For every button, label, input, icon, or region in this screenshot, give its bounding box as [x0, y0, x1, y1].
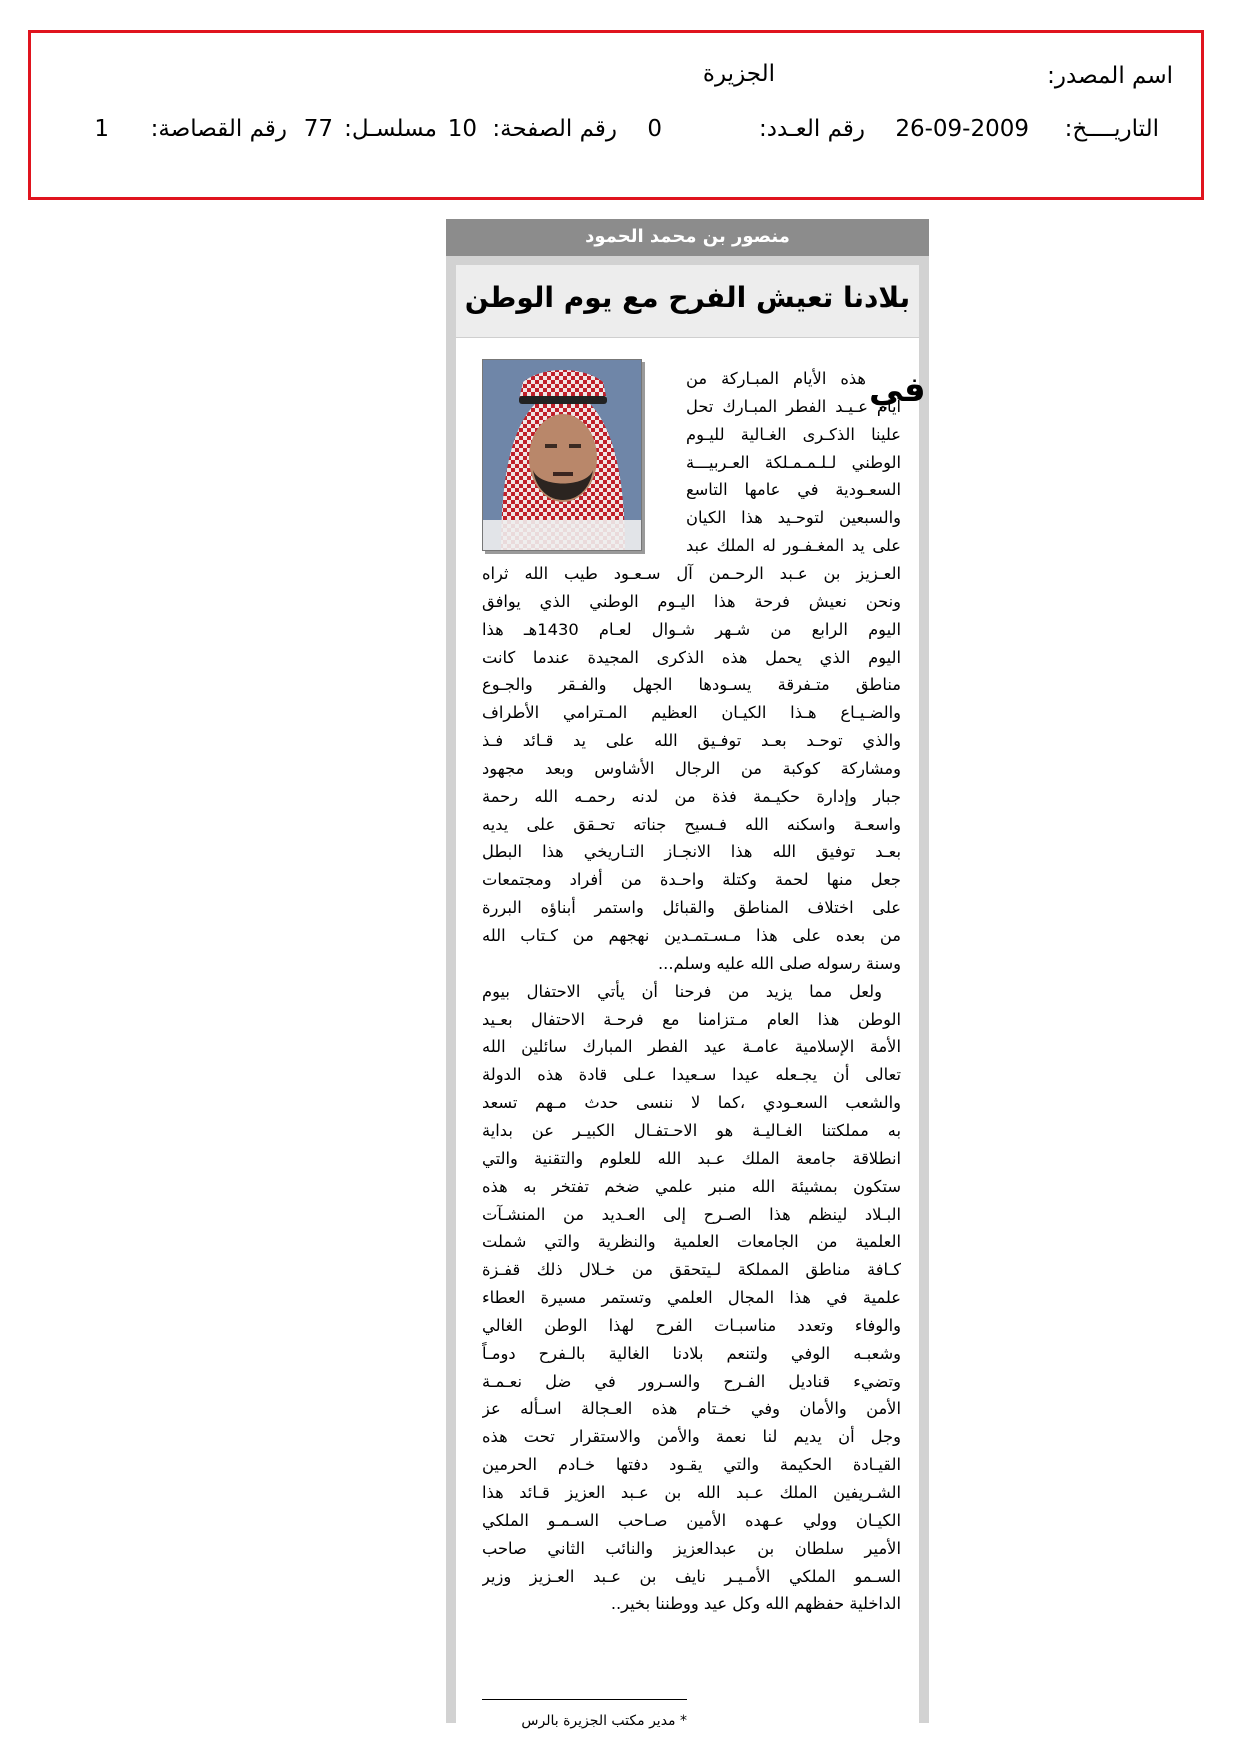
- clip-label: رقم القصاصة:: [150, 116, 287, 142]
- body-line: انطلاقة جامعة الملك عـبد الله للعلوم والتقنية والتي: [482, 1148, 901, 1168]
- body-line: العـزيز بن عـبد الرحـمن آل سـعـود طيب الله ثراه: [482, 563, 901, 583]
- page-label: رقم الصفحة:: [492, 116, 617, 142]
- body-line: اليوم الذي يحمل هذه الذكرى المجيدة عندما كانت: [482, 647, 901, 667]
- author-photo: [482, 359, 642, 551]
- body-line: والشعب السعـودي ،كما لا ننسى حدث مـهم تسعد: [482, 1093, 901, 1113]
- clip-value: 1: [94, 116, 109, 142]
- body-line: كـافة مناطق المملكة لـيتحقق من خـلال ذلك قفـزة: [482, 1260, 901, 1280]
- body-line: ومشاركة كوكبة من الرجال الأشاوس وبعد مجهود: [482, 758, 901, 778]
- body-line: والسبعين لتوحـيد هذا الكيان: [686, 508, 901, 528]
- body-line: والوفاء وتعدد مناسبـات الفرح لهذا الوطن الغالي: [482, 1315, 901, 1335]
- body-line: الأمة الإسلامية عامـة عيد الفطر المبارك سائلين الله: [482, 1037, 901, 1057]
- body-line: السعـودية في عامها التاسع: [686, 480, 901, 500]
- body-line: الأمير سلطان بن عبدالعزيز والنائب الثاني صاحب: [482, 1538, 901, 1558]
- body-line: ولعل مما يزيد من فرحنا أن يأتي الاحتفال بيوم: [482, 981, 882, 1001]
- body-line: تعالى أن يجـعله عيدا سـعيدا عـلى قادة هذه الدولة: [482, 1065, 901, 1085]
- body-line: علمية في هذا المجال العلمي وتستمر مسيرة العطاء: [482, 1288, 901, 1308]
- body-line: بعـد توفيق الله هذا الانجـاز التـاريخي هذا البطل: [482, 842, 901, 862]
- body-line: من بعده على هذا مـسـتمـدين نهجهم من كـتاب الله: [482, 926, 901, 945]
- body-line: على اختلاف المناطق والقبائل واستمر أبناؤه البررة: [482, 898, 901, 918]
- body-line: وجل أن يديم لنا نعمة والأمن والاستقرار تحت هذه: [482, 1427, 901, 1447]
- source-label: اسم المصدر:: [1047, 63, 1173, 89]
- issue-value: 0: [647, 116, 662, 142]
- author-portrait-image: [483, 360, 641, 550]
- body-line: ستكون بمشيئة الله منبر علمي ضخم تفتخر به هذه: [482, 1176, 901, 1196]
- newspaper-clipping: [446, 219, 929, 1729]
- body-line: السـمو الملكي الأمـيـر نايف بن عـبد العـزيز وزير: [482, 1566, 901, 1586]
- body-line: والضـيـاع هـذا الكيـان العظيم المـترامي الأطراف: [482, 703, 901, 723]
- body-line: القيـادة الحكيمة والتي يقـود دفتها خـادم الحرمين: [482, 1455, 901, 1475]
- body-line: وسنة رسوله صلى الله عليه وسلم...: [657, 953, 901, 973]
- body-line: هذه الأيام المبـاركة من: [686, 369, 866, 388]
- article-page: [456, 265, 926, 1729]
- body-line: الوطن هذا العام مـتزامنا مع فرحـة الاحتفال بعـيد: [482, 1009, 901, 1029]
- issue-label: رقم العـدد:: [758, 116, 865, 142]
- body-line: الشـريفين الملك عـبد الله بن عـبد العزيز قـائد هذا: [482, 1483, 901, 1502]
- page-value: 10: [447, 116, 477, 142]
- body-line: الداخلية حفظهم الله وكل عيد ووطننا بخير..: [610, 1594, 901, 1614]
- body-line: اليوم الرابع من شـهر شـوال لعـام 1430هـ هذا: [482, 619, 901, 639]
- body-line: البـلاد لينظم هذا الصـرح إلى العـديد من المنشـآت: [482, 1204, 901, 1224]
- author-byline: منصور بن محمد الحمود: [446, 219, 929, 256]
- body-line: جعل منها لحمة وكتلة واحـدة من أفراد ومجتمعات: [482, 870, 901, 890]
- date-label: التاريــــخ:: [1064, 116, 1159, 142]
- body-line: مناطق متـفرقة يسـودها الجهل والفـقر والجـوع: [482, 675, 901, 695]
- clipping-metadata-box: [28, 30, 1204, 200]
- body-line: به مملكتنا الغـاليـة هو الاحـتفـال الكبيـر عن بداية: [482, 1120, 901, 1140]
- serial-label: مسلسـل:: [344, 116, 437, 142]
- source-value: الجزيرة: [702, 61, 775, 87]
- body-line: وشعبـه الوفي ولتنعم بلادنا الغالية بالـفرح دومـاً: [482, 1343, 901, 1363]
- body-line: وتضيء قناديل الفـرح والسـرور في ضل نعـمـة: [482, 1371, 901, 1391]
- body-line: جبار وإدارة حكيـمة فذة من لدنه رحمـه الله رحمة: [482, 786, 901, 806]
- body-line: أيام عـيـد الفطر المبـارك تحل: [686, 396, 901, 416]
- footnote-separator: [482, 1699, 687, 1700]
- headline-band: [456, 265, 919, 338]
- author-footnote: * مدير مكتب الجزيرة بالرس: [521, 1713, 687, 1729]
- body-line: الأمن والأمان وفي خـتام هذه العـجالة اسـأله عز: [482, 1399, 901, 1419]
- date-value: 26-09-2009: [895, 116, 1029, 142]
- body-line: علينا الذكـرى الغـالية لليـوم: [686, 424, 901, 444]
- body-line: واسعـة واسكنه الله فـسيح جناته تحـقق على يديه: [482, 814, 901, 834]
- body-line: على يد المغـفـور له الملك عبد: [686, 536, 901, 556]
- body-line: الوطني لـلـمـمـلكة العـربيـــة: [686, 452, 901, 472]
- body-line: والذي توحـد بعـد توفـيق الله على يد قـائد فـذ: [482, 731, 901, 751]
- article-headline: بلادنا تعيش الفرح مع يوم الوطن: [464, 281, 911, 314]
- drop-cap: في: [869, 370, 926, 410]
- body-line: الكيـان وولي عـهده الأمين صـاحب السـمـو الملكي: [482, 1510, 901, 1530]
- body-line: العلمية من الجامعات العلمية والنظرية والتي شملت: [482, 1232, 901, 1252]
- serial-value: 77: [303, 116, 333, 142]
- body-line: ونحن نعيش فرحة هذا اليـوم الوطني الذي يوافق: [482, 591, 901, 611]
